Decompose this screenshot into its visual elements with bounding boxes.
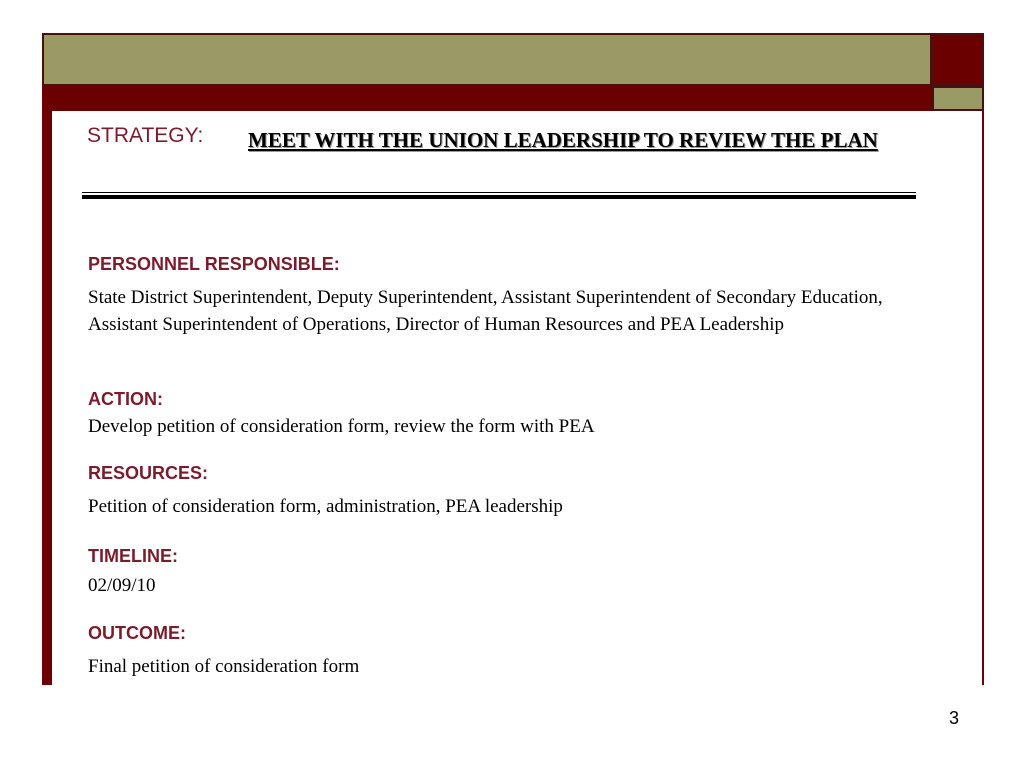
title-divider-thin [82, 192, 916, 193]
timeline-text: 02/09/10 [88, 575, 156, 596]
title-divider-thick [82, 195, 916, 199]
strategy-label: STRATEGY: [87, 124, 204, 147]
outcome-text: Final petition of consideration form [88, 656, 360, 677]
personnel-text: State District Superintendent, Deputy Superintendent, Assistant Superintendent of Secondary Education, Assistant Superintendent of Operations, Director of Human Resources and PEA Leadership [88, 287, 883, 335]
action-text: Develop petition of consideration form, review the form with PEA [88, 416, 595, 437]
resources-label: RESOURCES: [88, 463, 209, 483]
page-number: 3 [949, 708, 960, 728]
strategy-title: MEET WITH THE UNION LEADERSHIP TO REVIEW THE PLAN [248, 128, 878, 152]
resources-text: Petition of consideration form, administration, PEA leadership [88, 496, 563, 517]
outcome-label: OUTCOME: [88, 623, 186, 643]
right-border-rail [982, 111, 984, 685]
header-maroon-bar [42, 86, 932, 111]
action-label: ACTION: [88, 389, 163, 409]
timeline-label: TIMELINE: [88, 546, 178, 566]
left-border-rail [42, 111, 52, 685]
header-olive-bar [42, 33, 932, 86]
header-maroon-square [932, 33, 984, 86]
header-olive-square [932, 86, 984, 111]
personnel-label: PERSONNEL RESPONSIBLE: [88, 254, 340, 274]
